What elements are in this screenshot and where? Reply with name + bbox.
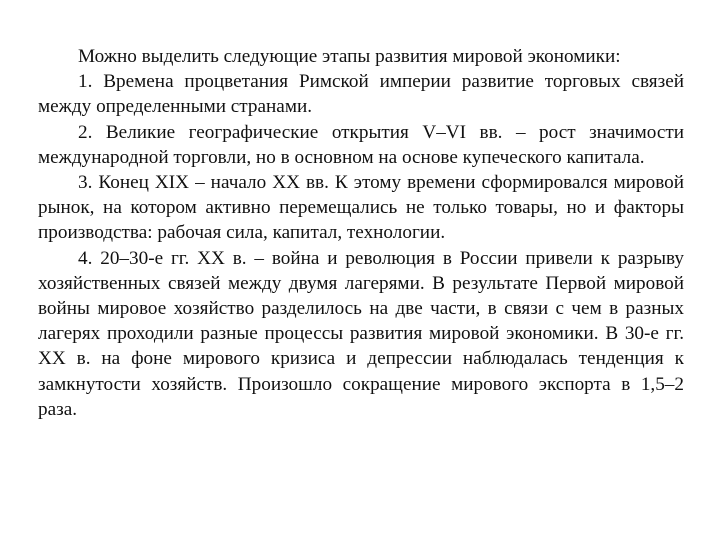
stage-1-paragraph: 1. Времена процветания Римской империи развитие торговых связей между определенными странами. xyxy=(38,71,684,118)
stage-3-paragraph: 3. Конец XIX – начало XX вв. К этому времени сформировался мировой рынок, на котором активно перемещались не только товары, но и факторы производства: рабочая сила, капитал, технологии. xyxy=(38,172,684,244)
document-text xyxy=(38,44,684,422)
stage-2-paragraph: 2. Великие географические открытия V–VI вв. – рост значимости международной торговли, но в основном на основе купеческого капитала. xyxy=(38,121,684,168)
intro-paragraph: Можно выделить следующие этапы развития мировой экономики: xyxy=(78,46,621,67)
stage-4-paragraph: 4. 20–30-е гг. XX в. – война и революция в России привели к разрыву хозяйственных связей между двумя лагерями. В результате Первой мировой войны мировое хозяйство разделилось на две части, в связи с чем в разных лагерях проходили разные процессы развития мировой экономики. В 30-е гг. XX в. на фоне мирового кризиса и депрессии наблюдалась тенденция к замкнутости хозяйств. Произошло сокращение мирового экспорта в 1,5–2 раза. xyxy=(38,247,684,420)
